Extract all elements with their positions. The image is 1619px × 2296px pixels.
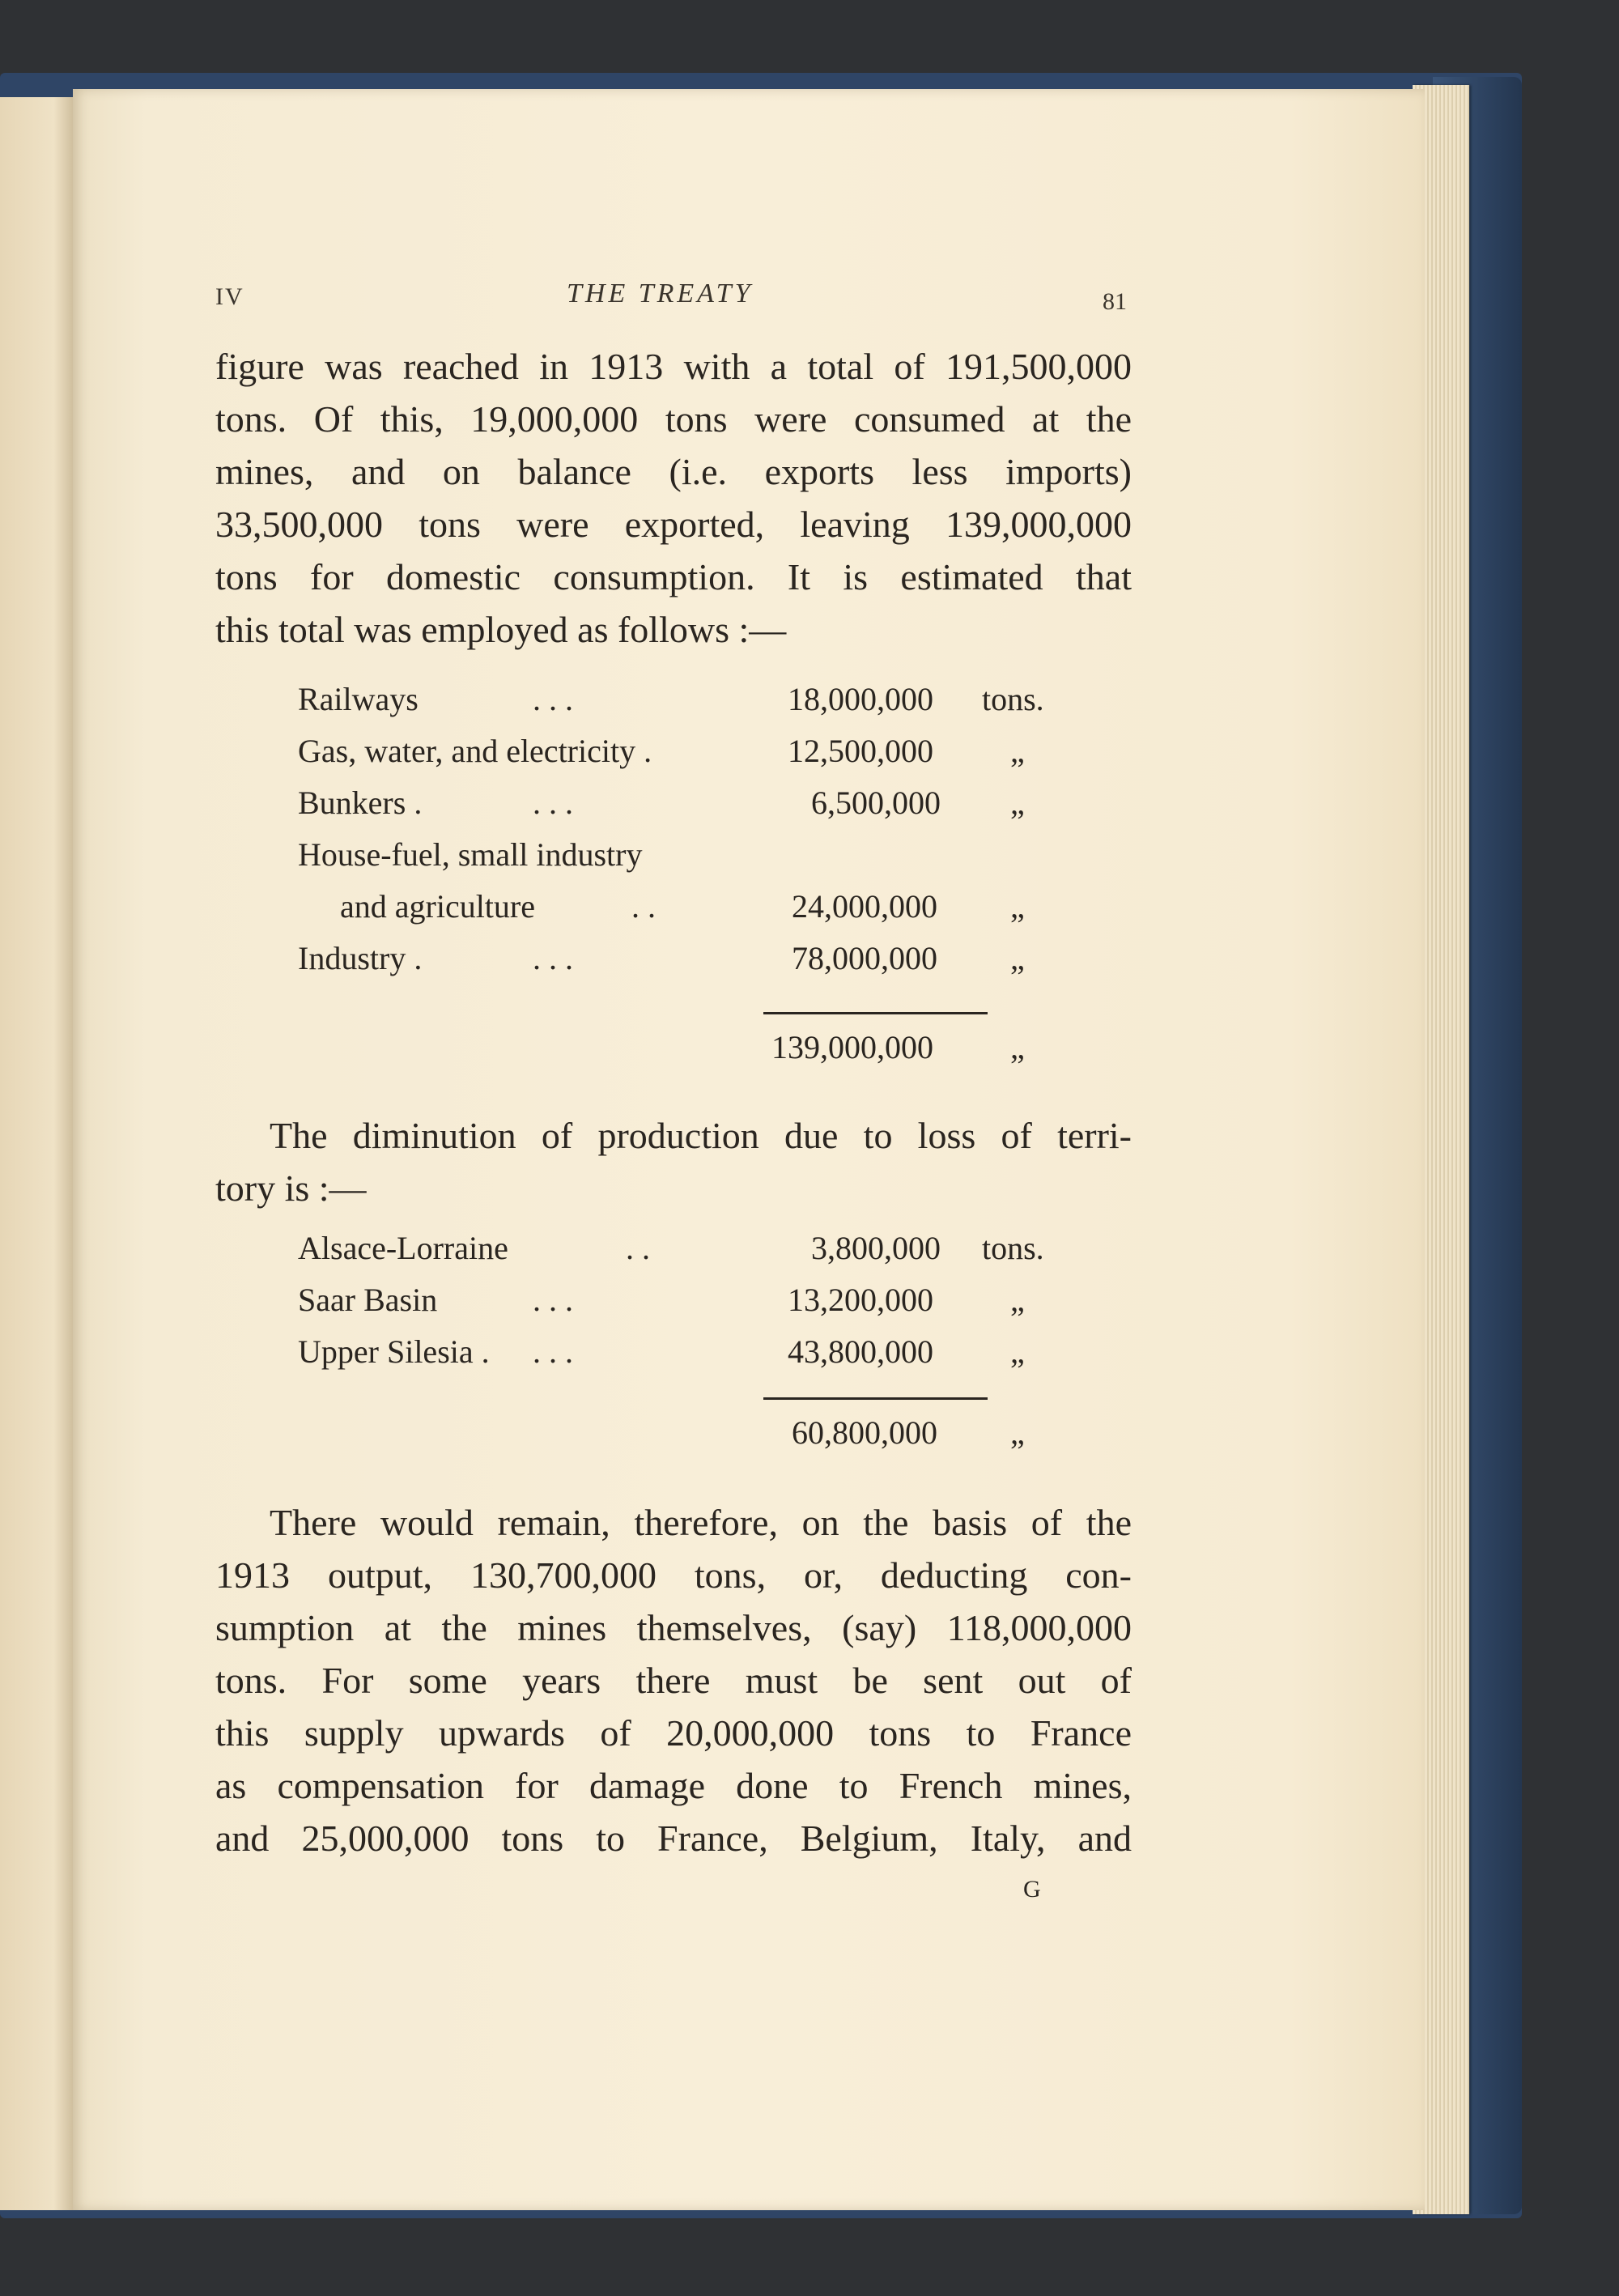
row-amount: 24,000,000 [792, 888, 937, 925]
leader-dots: . . . [533, 1282, 573, 1318]
running-title: THE TREATY [567, 278, 754, 308]
row-amount: 6,500,000 [811, 784, 941, 821]
leader-dots: . . . [533, 1333, 573, 1370]
row-label: Railways [298, 681, 419, 717]
row-unit: tons. [982, 681, 1044, 717]
row-label: Saar Basin [298, 1282, 438, 1318]
row-label: House-fuel, small industry [298, 836, 643, 873]
paragraph-1 [215, 340, 1132, 656]
row-amount: 12,500,000 [788, 733, 933, 769]
text-line: 1913 output, 130,700,000 tons, or, deducting con- [215, 1554, 1132, 1596]
row-label: Industry . [298, 940, 423, 976]
leader-dots: . . [631, 888, 656, 925]
text-line: The diminution of production due to loss of terri- [270, 1115, 1132, 1156]
total-amount: 139,000,000 [771, 1029, 933, 1065]
row-amount: 3,800,000 [811, 1230, 941, 1266]
row-unit: „ [1010, 888, 1025, 925]
row-amount: 18,000,000 [788, 681, 933, 717]
chapter-number: IV [215, 283, 244, 310]
row-unit: „ [1010, 784, 1025, 821]
text-line: 33,500,000 tons were exported, leaving 139,000,000 [215, 504, 1132, 545]
row-label: Gas, water, and electricity . [298, 733, 652, 769]
sum-rule [763, 1397, 988, 1400]
leader-dots: . . . [533, 784, 573, 821]
text-line: There would remain, therefore, on the basis of the [270, 1502, 1132, 1543]
paragraph-3 [215, 1496, 1132, 1864]
row-unit: „ [1010, 1333, 1025, 1370]
text-line: figure was reached in 1913 with a total of 191,500,000 [215, 346, 1132, 387]
page-number: 81 [1103, 288, 1127, 315]
row-unit: „ [1010, 1029, 1025, 1065]
row-label: Upper Silesia . [298, 1333, 490, 1370]
text-line: sumption at the mines themselves, (say) 118,000,000 [215, 1607, 1132, 1648]
text-line: mines, and on balance (i.e. exports less imports) [215, 451, 1132, 492]
text-line: tons for domestic consumption. It is estimated that [215, 556, 1132, 597]
row-label: and agriculture [340, 888, 535, 925]
row-unit: „ [1010, 733, 1025, 769]
leader-dots: . . . [533, 681, 573, 717]
row-amount: 78,000,000 [792, 940, 937, 976]
row-label: Alsace-Lorraine [298, 1230, 508, 1266]
text-line: this total was employed as follows :— [215, 609, 787, 650]
row-unit: „ [1010, 1414, 1025, 1451]
signature-mark: G [1023, 1876, 1041, 1903]
text-line: as compensation for damage done to French mines, [215, 1765, 1132, 1806]
row-unit: „ [1010, 940, 1025, 976]
leader-dots: . . . [533, 940, 573, 976]
row-label: Bunkers . [298, 784, 423, 821]
text-line: tory is :— [215, 1167, 367, 1209]
row-unit: tons. [982, 1230, 1044, 1266]
text-line: tons. For some years there must be sent out of [215, 1660, 1132, 1701]
leader-dots: . . [626, 1230, 650, 1266]
row-amount: 13,200,000 [788, 1282, 933, 1318]
row-unit: „ [1010, 1282, 1025, 1318]
text-line: this supply upwards of 20,000,000 tons to France [215, 1712, 1132, 1754]
total-amount: 60,800,000 [792, 1414, 937, 1451]
row-amount: 43,800,000 [788, 1333, 933, 1370]
paragraph-2 [215, 1109, 1132, 1214]
text-line: and 25,000,000 tons to France, Belgium, Italy, and [215, 1818, 1132, 1859]
text-line: tons. Of this, 19,000,000 tons were consumed at the [215, 398, 1132, 440]
facing-page-edge [0, 97, 77, 2210]
sum-rule [763, 1012, 988, 1014]
